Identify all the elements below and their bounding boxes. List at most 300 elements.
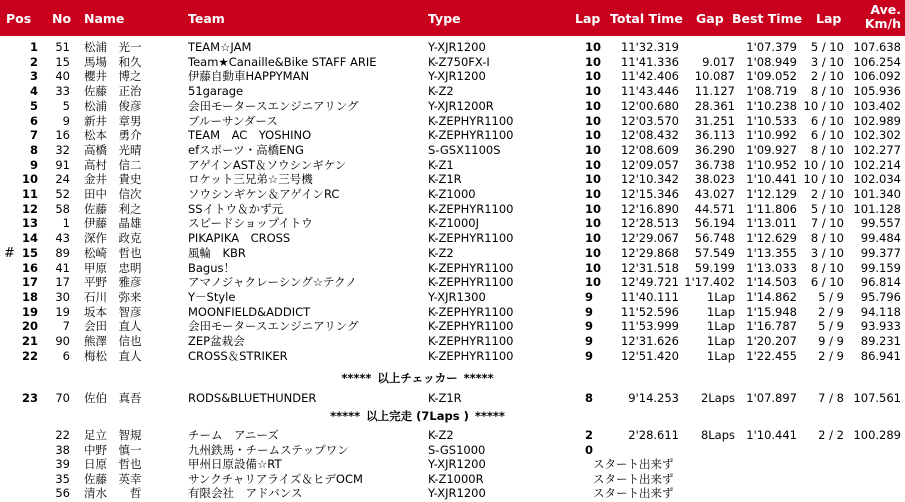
laps-cell: 10: [585, 143, 602, 157]
note-stars: *****: [330, 409, 361, 423]
number-cell: 9: [62, 114, 70, 128]
rider-name-cell: 新井 章男: [84, 114, 142, 128]
team-cell: ソウシンギケン＆アゲインRC: [188, 187, 340, 201]
total-time-cell: 12'09.057: [620, 158, 679, 172]
best-lap-cell: 6 / 10: [810, 128, 844, 142]
best-lap-cell: 2 / 2: [818, 428, 844, 442]
number-cell: 32: [55, 143, 70, 157]
position-cell: 17: [21, 275, 38, 289]
group-mark: #: [4, 246, 15, 261]
best-time-cell: 1'13.355: [746, 246, 797, 260]
position-cell: 20: [21, 319, 38, 333]
gap-cell: 36.113: [694, 128, 735, 142]
rider-name-cell: 田中 信次: [84, 187, 142, 201]
best-lap-cell: 10 / 10: [803, 99, 844, 113]
rider-name-cell: 松崎 哲也: [84, 246, 142, 260]
position-cell: 21: [21, 334, 38, 348]
best-lap-cell: 7 / 10: [810, 216, 844, 230]
total-time-cell: 12'15.346: [620, 187, 679, 201]
gap-cell: 11.127: [694, 84, 735, 98]
team-cell: 会田モータースエンジニアリング: [188, 319, 359, 333]
header-ave-speed: [850, 3, 901, 33]
total-time-cell: 12'16.890: [620, 202, 679, 216]
table-row: [0, 334, 905, 349]
table-row: [0, 231, 905, 246]
number-cell: 35: [55, 472, 70, 486]
team-cell: RODS&BLUETHUNDER: [188, 391, 317, 405]
rider-name-cell: 熊澤 信也: [84, 334, 142, 348]
total-time-cell: 12'31.518: [620, 261, 679, 275]
rider-name-cell: 坂本 智彦: [84, 305, 142, 319]
laps-cell: 10: [585, 231, 602, 245]
note-stars: *****: [463, 371, 494, 385]
average-speed-cell: 105.936: [853, 84, 901, 98]
position-cell: 2: [29, 55, 38, 69]
number-cell: 43: [55, 231, 70, 245]
machine-type-cell: K-ZEPHYR1100: [428, 334, 514, 348]
laps-cell: 10: [585, 158, 602, 172]
table-row: [0, 319, 905, 334]
position-cell: 4: [29, 84, 38, 98]
machine-type-cell: K-Z1R: [428, 172, 462, 186]
best-lap-cell: 2 / 9: [818, 349, 844, 363]
team-cell: ZEP盆栽会: [188, 334, 245, 348]
rider-name-cell: 石川 弥来: [84, 290, 142, 304]
rider-name-cell: 佐藤 利之: [84, 202, 142, 216]
total-time-cell: 12'00.680: [620, 99, 679, 113]
average-speed-cell: 102.277: [853, 143, 901, 157]
machine-type-cell: K-ZEPHYR1100: [428, 202, 514, 216]
rider-name-cell: 松浦 光一: [84, 40, 142, 54]
position-cell: 10: [21, 172, 38, 186]
best-lap-cell: 5 / 10: [810, 40, 844, 54]
best-time-cell: 1'12.629: [746, 231, 797, 245]
table-row: [0, 158, 905, 173]
best-time-cell: 1'16.787: [746, 319, 797, 333]
header-best-time: Best Time: [732, 11, 803, 26]
total-time-cell: 11'53.999: [620, 319, 679, 333]
best-lap-cell: 8 / 10: [810, 143, 844, 157]
team-cell: 伊藤自動車HAPPYMAN: [188, 69, 310, 83]
machine-type-cell: K-Z2: [428, 246, 454, 260]
laps-cell: 0: [585, 443, 594, 457]
gap-cell: 56.748: [694, 231, 735, 245]
machine-type-cell: Y-XJR1200: [428, 40, 486, 54]
number-cell: 1: [62, 216, 70, 230]
best-time-cell: 1'10.992: [746, 128, 797, 142]
machine-type-cell: S-GSX1100S: [428, 143, 501, 157]
total-time-cell: 12'29.868: [620, 246, 679, 260]
rider-name-cell: 佐藤 英幸: [84, 472, 142, 486]
number-cell: 39: [55, 457, 70, 471]
header-ave-line1: Ave.: [870, 2, 901, 17]
note-stars: *****: [474, 409, 505, 423]
laps-cell: 10: [585, 275, 602, 289]
best-time-cell: 1'13.033: [746, 261, 797, 275]
best-time-cell: 1'10.238: [746, 99, 797, 113]
team-cell: サンクチャリアライズ＆ヒデOCM: [188, 472, 363, 486]
gap-cell: 38.023: [694, 172, 735, 186]
number-cell: 90: [55, 334, 70, 348]
team-cell: efスポーツ・高橋ENG: [188, 143, 304, 157]
table-row: [0, 84, 905, 99]
number-cell: 40: [55, 69, 70, 83]
laps-cell: 9: [585, 305, 594, 319]
number-cell: 91: [55, 158, 70, 172]
best-time-cell: 1'10.441: [746, 428, 797, 442]
table-row: [0, 128, 905, 143]
machine-type-cell: K-ZEPHYR1100: [428, 319, 514, 333]
retired-row: [0, 428, 905, 443]
total-time-cell: 11'43.446: [620, 84, 679, 98]
machine-type-cell: K-ZEPHYR1100: [428, 128, 514, 142]
gap-cell: 1Lap: [706, 290, 735, 304]
table-row: [0, 349, 905, 364]
table-row: [0, 187, 905, 202]
team-cell: アゲインAST＆ソウシンギケン: [188, 158, 347, 172]
machine-type-cell: Y-XJR1200: [428, 457, 486, 471]
header-ave-line2: Km/h: [864, 16, 901, 31]
header-gap: Gap: [696, 11, 724, 26]
team-cell: PIKAPIKA CROSS: [188, 231, 291, 245]
average-speed-cell: 99.159: [860, 261, 901, 275]
gap-cell: 57.549: [694, 246, 735, 260]
retired-row: [0, 457, 905, 472]
best-lap-cell: 6 / 10: [810, 114, 844, 128]
number-cell: 24: [55, 172, 70, 186]
total-time-cell: 12'31.626: [620, 334, 679, 348]
position-cell: 11: [21, 187, 38, 201]
team-cell: MOONFIELD&ADDICT: [188, 305, 311, 319]
gap-cell: 8Laps: [700, 428, 735, 442]
total-time-cell: 12'03.570: [620, 114, 679, 128]
total-time-cell: 2'28.611: [628, 428, 679, 442]
machine-type-cell: K-Z1: [428, 158, 454, 172]
table-row: [0, 216, 905, 231]
number-cell: 15: [55, 55, 70, 69]
best-time-cell: 1'13.011: [746, 216, 797, 230]
team-cell: TEAM AC YOSHINO: [188, 128, 312, 142]
average-speed-cell: 102.989: [853, 114, 901, 128]
team-cell: スピードショップイトウ: [188, 216, 313, 230]
position-cell: 9: [29, 158, 38, 172]
rider-name-cell: 松本 勇介: [84, 128, 142, 142]
table-row: [0, 275, 905, 290]
laps-cell: 10: [585, 202, 602, 216]
average-speed-cell: 102.302: [853, 128, 901, 142]
number-cell: 38: [55, 443, 70, 457]
table-row: [0, 40, 905, 55]
team-cell: チーム アニーズ: [188, 428, 279, 442]
laps-cell: 9: [585, 290, 594, 304]
team-cell: 51garage: [188, 84, 244, 98]
average-speed-cell: 99.484: [860, 231, 901, 245]
number-cell: 51: [55, 40, 70, 54]
best-time-cell: 1'20.207: [746, 334, 797, 348]
best-lap-cell: 2 / 10: [810, 69, 844, 83]
best-lap-cell: 2 / 9: [818, 305, 844, 319]
best-time-cell: 1'11.806: [746, 202, 797, 216]
header-total-time: Total Time: [610, 11, 683, 26]
table-row: [0, 99, 905, 114]
laps-cell: 9: [585, 319, 594, 333]
position-cell: 16: [21, 261, 38, 275]
rider-name-cell: 佐伯 真吾: [84, 391, 142, 405]
header-team: Team: [188, 11, 225, 26]
rider-name-cell: 佐藤 正治: [84, 84, 142, 98]
results-table-header: [0, 0, 905, 36]
machine-type-cell: K-Z1000: [428, 187, 476, 201]
average-speed-cell: 106.092: [853, 69, 901, 83]
table-row: [0, 202, 905, 217]
best-lap-cell: 3 / 10: [810, 55, 844, 69]
header-name: Name: [84, 11, 125, 26]
laps-cell: 10: [585, 261, 602, 275]
best-time-cell: 1'07.897: [746, 391, 797, 405]
best-lap-cell: 3 / 10: [810, 246, 844, 260]
total-time-cell: 9'14.253: [628, 391, 679, 405]
best-time-cell: 1'08.719: [746, 84, 797, 98]
number-cell: 17: [55, 275, 70, 289]
best-time-cell: 1'10.441: [746, 172, 797, 186]
average-speed-cell: 99.557: [860, 216, 901, 230]
laps-cell: 9: [585, 334, 594, 348]
number-cell: 5: [62, 99, 70, 113]
position-cell: 15: [21, 246, 38, 260]
team-cell: アマノジャクレーシング☆テクノ: [188, 275, 357, 289]
average-speed-cell: 101.340: [853, 187, 901, 201]
team-cell: ブルーサンダース: [188, 114, 278, 128]
team-cell: Y－Style: [188, 290, 236, 304]
status-cell: スタート出来ず: [593, 486, 674, 500]
header-best-lap: Lap: [816, 11, 842, 26]
average-speed-cell: 107.561: [853, 391, 901, 405]
best-lap-cell: 8 / 10: [810, 231, 844, 245]
gap-cell: 44.571: [694, 202, 735, 216]
rider-name-cell: 深作 政克: [84, 231, 142, 245]
header-type: Type: [428, 11, 461, 26]
gap-cell: 36.290: [694, 143, 735, 157]
gap-cell: 9.017: [702, 55, 735, 69]
best-time-cell: 1'08.949: [746, 55, 797, 69]
laps-cell: 10: [585, 55, 602, 69]
total-time-cell: 11'42.406: [620, 69, 679, 83]
table-row: [0, 143, 905, 158]
rider-name-cell: 平野 雅彦: [84, 275, 142, 289]
number-cell: 30: [55, 290, 70, 304]
gap-cell: 36.738: [694, 158, 735, 172]
table-row: [0, 114, 905, 129]
rider-name-cell: 会田 直人: [84, 319, 142, 333]
machine-type-cell: K-ZEPHYR1100: [428, 114, 514, 128]
laps-cell: 10: [585, 128, 602, 142]
machine-type-cell: K-Z1R: [428, 391, 462, 405]
position-cell: 12: [21, 202, 38, 216]
average-speed-cell: 106.254: [853, 55, 901, 69]
table-row: [0, 55, 905, 70]
gap-cell: 31.251: [694, 114, 735, 128]
total-time-cell: 11'40.111: [620, 290, 679, 304]
average-speed-cell: 94.118: [860, 305, 901, 319]
laps-cell: 8: [585, 391, 594, 405]
table-row: [0, 391, 905, 406]
machine-type-cell: K-ZEPHYR1100: [428, 305, 514, 319]
laps-cell: 9: [585, 349, 594, 363]
best-lap-cell: 10 / 10: [803, 158, 844, 172]
number-cell: 16: [55, 128, 70, 142]
table-row: [0, 69, 905, 84]
average-speed-cell: 86.941: [860, 349, 901, 363]
machine-type-cell: K-Z1000J: [428, 216, 480, 230]
laps-cell: 10: [585, 69, 602, 83]
position-cell: 13: [21, 216, 38, 230]
average-speed-cell: 89.231: [860, 334, 901, 348]
laps-cell: 2: [585, 428, 594, 442]
header-no: No: [52, 11, 72, 26]
gap-cell: 1Lap: [706, 319, 735, 333]
best-lap-cell: 5 / 10: [810, 202, 844, 216]
best-lap-cell: 2 / 10: [810, 187, 844, 201]
number-cell: 22: [55, 428, 70, 442]
machine-type-cell: K-ZEPHYR1100: [428, 349, 514, 363]
gap-cell: 2Laps: [700, 391, 735, 405]
best-time-cell: 1'14.862: [746, 290, 797, 304]
status-cell: スタート出来ず: [593, 472, 674, 486]
rider-name-cell: 甲原 忠明: [84, 261, 142, 275]
retired-row: [0, 486, 905, 501]
best-lap-cell: 8 / 10: [810, 261, 844, 275]
position-cell: 8: [29, 143, 38, 157]
gap-cell: 56.194: [694, 216, 735, 230]
average-speed-cell: 95.796: [860, 290, 901, 304]
number-cell: 19: [55, 305, 70, 319]
average-speed-cell: 102.034: [853, 172, 901, 186]
team-cell: 九州鉄馬・チームステップワン: [188, 443, 349, 457]
team-cell: ロケット三兄弟☆三号機: [188, 172, 313, 186]
team-cell: CROSS＆STRIKER: [188, 349, 288, 363]
rider-name-cell: 伊藤 晶雄: [84, 216, 142, 230]
table-row: [0, 246, 905, 261]
best-time-cell: 1'12.129: [746, 187, 797, 201]
table-row: [0, 172, 905, 187]
best-time-cell: 1'07.379: [746, 40, 797, 54]
number-cell: 70: [55, 391, 70, 405]
total-time-cell: 11'32.319: [620, 40, 679, 54]
number-cell: 58: [55, 202, 70, 216]
rider-name-cell: 日原 哲也: [84, 457, 142, 471]
total-time-cell: 12'08.432: [620, 128, 679, 142]
best-time-cell: 1'09.927: [746, 143, 797, 157]
best-time-cell: 1'10.533: [746, 114, 797, 128]
gap-cell: 1Lap: [706, 305, 735, 319]
finish-note: [0, 409, 905, 424]
machine-type-cell: K-Z750FX-Ⅰ: [428, 55, 490, 69]
average-speed-cell: 102.214: [853, 158, 901, 172]
position-cell: 1: [29, 40, 38, 54]
position-cell: 14: [21, 231, 38, 245]
rider-name-cell: 清水 哲: [84, 486, 142, 500]
laps-cell: 10: [585, 172, 602, 186]
retired-row: [0, 472, 905, 487]
retired-row: [0, 443, 905, 458]
team-cell: 甲州日原設備☆RT: [188, 457, 282, 471]
table-row: [0, 261, 905, 276]
best-time-cell: 1'15.948: [746, 305, 797, 319]
average-speed-cell: 107.638: [853, 40, 901, 54]
team-cell: 風輪 KBR: [188, 246, 246, 260]
team-cell: SSイトウ＆かず元: [188, 202, 284, 216]
machine-type-cell: Y-XJR1300: [428, 290, 486, 304]
average-speed-cell: 99.377: [860, 246, 901, 260]
total-time-cell: 11'52.596: [620, 305, 679, 319]
best-time-cell: 1'10.952: [746, 158, 797, 172]
average-speed-cell: 101.128: [853, 202, 901, 216]
table-row: [0, 290, 905, 305]
machine-type-cell: K-Z2: [428, 84, 454, 98]
machine-type-cell: Y-XJR1200R: [428, 99, 494, 113]
best-time-cell: 1'14.503: [746, 275, 797, 289]
rider-name-cell: 松浦 俊彦: [84, 99, 142, 113]
machine-type-cell: K-Z2: [428, 428, 454, 442]
position-cell: 22: [21, 349, 38, 363]
team-cell: 会田モータースエンジニアリング: [188, 99, 359, 113]
position-cell: 7: [29, 128, 38, 142]
machine-type-cell: K-ZEPHYR1100: [428, 231, 514, 245]
position-cell: 6: [29, 114, 38, 128]
gap-cell: 59.199: [694, 261, 735, 275]
rider-name-cell: 中野 慎一: [84, 443, 142, 457]
machine-type-cell: K-ZEPHYR1100: [428, 261, 514, 275]
checker-note: [0, 371, 905, 386]
average-speed-cell: 100.289: [853, 428, 901, 442]
machine-type-cell: K-ZEPHYR1100: [428, 275, 514, 289]
best-lap-cell: 5 / 9: [818, 319, 844, 333]
laps-cell: 10: [585, 99, 602, 113]
team-cell: 有限会社 アドバンス: [188, 486, 303, 500]
rider-name-cell: 高村 信二: [84, 158, 142, 172]
machine-type-cell: Y-XJR1200: [428, 69, 486, 83]
position-cell: 23: [21, 391, 38, 405]
note-text: 以上チェッカー: [377, 371, 458, 385]
position-cell: 5: [29, 99, 38, 113]
status-cell: スタート出来ず: [593, 457, 674, 471]
best-lap-cell: 5 / 9: [818, 290, 844, 304]
best-lap-cell: 9 / 9: [818, 334, 844, 348]
average-speed-cell: 96.814: [860, 275, 901, 289]
number-cell: 41: [55, 261, 70, 275]
total-time-cell: 12'49.721: [620, 275, 679, 289]
rider-name-cell: 高橋 光晴: [84, 143, 142, 157]
total-time-cell: 12'51.420: [620, 349, 679, 363]
gap-cell: 10.087: [694, 69, 735, 83]
number-cell: 52: [55, 187, 70, 201]
best-lap-cell: 7 / 8: [818, 391, 844, 405]
gap-cell: 28.361: [694, 99, 735, 113]
number-cell: 7: [62, 319, 70, 333]
laps-cell: 10: [585, 114, 602, 128]
machine-type-cell: S-GS1000: [428, 443, 486, 457]
header-pos: Pos: [6, 11, 32, 26]
number-cell: 33: [55, 84, 70, 98]
team-cell: TEAM☆JAM: [188, 40, 252, 54]
total-time-cell: 11'41.336: [620, 55, 679, 69]
laps-cell: 10: [585, 216, 602, 230]
laps-cell: 10: [585, 84, 602, 98]
rider-name-cell: 梅松 直人: [84, 349, 142, 363]
gap-cell: 1Lap: [706, 334, 735, 348]
position-cell: 19: [21, 305, 38, 319]
total-time-cell: 12'08.609: [620, 143, 679, 157]
